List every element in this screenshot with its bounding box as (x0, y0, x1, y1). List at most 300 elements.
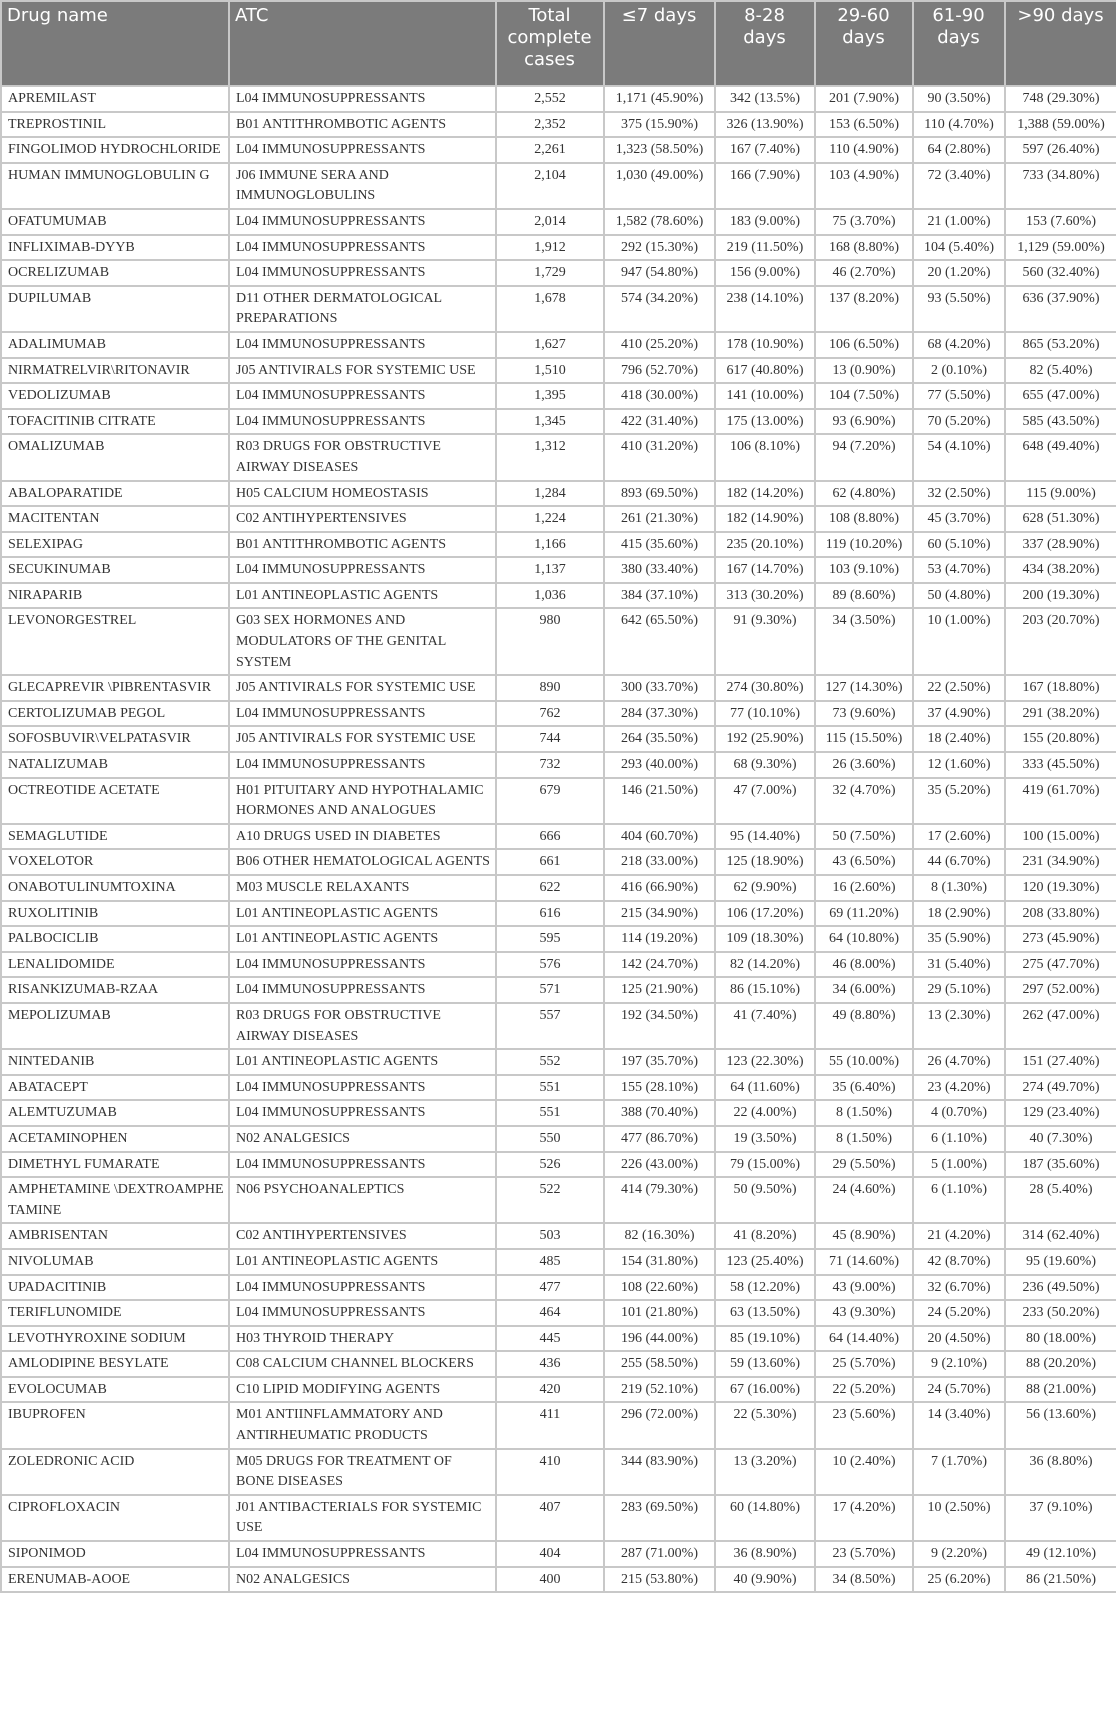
8-28-days-cell: 59 (13.60%) (715, 1351, 815, 1377)
gt-90-days-cell: 733 (34.80%) (1005, 163, 1116, 209)
total-cases-cell: 1,166 (496, 532, 604, 558)
drug-name-cell: ACETAMINOPHEN (1, 1126, 229, 1152)
total-cases-cell: 762 (496, 701, 604, 727)
total-cases-cell: 1,036 (496, 583, 604, 609)
le-7-days-cell: 82 (16.30%) (604, 1223, 715, 1249)
drug-name-cell: CERTOLIZUMAB PEGOL (1, 701, 229, 727)
le-7-days-cell: 404 (60.70%) (604, 824, 715, 850)
drug-name-cell: AMLODIPINE BESYLATE (1, 1351, 229, 1377)
atc-cell: J05 ANTIVIRALS FOR SYSTEMIC USE (229, 358, 496, 384)
61-90-days-cell: 64 (2.80%) (913, 137, 1005, 163)
gt-90-days-cell: 203 (20.70%) (1005, 608, 1116, 675)
atc-cell: L04 IMMUNOSUPPRESSANTS (229, 952, 496, 978)
le-7-days-cell: 218 (33.00%) (604, 849, 715, 875)
le-7-days-cell: 192 (34.50%) (604, 1003, 715, 1049)
atc-cell: L04 IMMUNOSUPPRESSANTS (229, 332, 496, 358)
drug-name-cell: ABATACEPT (1, 1075, 229, 1101)
atc-cell: B01 ANTITHROMBOTIC AGENTS (229, 532, 496, 558)
61-90-days-cell: 77 (5.50%) (913, 383, 1005, 409)
total-cases-cell: 980 (496, 608, 604, 675)
29-60-days-cell: 201 (7.90%) (815, 86, 913, 112)
gt-90-days-cell: 40 (7.30%) (1005, 1126, 1116, 1152)
le-7-days-cell: 142 (24.70%) (604, 952, 715, 978)
gt-90-days-cell: 208 (33.80%) (1005, 901, 1116, 927)
total-cases-cell: 679 (496, 778, 604, 824)
drug-name-cell: NINTEDANIB (1, 1049, 229, 1075)
61-90-days-cell: 12 (1.60%) (913, 752, 1005, 778)
header-row (1, 1, 1116, 86)
29-60-days-cell: 50 (7.50%) (815, 824, 913, 850)
atc-cell: L04 IMMUNOSUPPRESSANTS (229, 701, 496, 727)
29-60-days-cell: 22 (5.20%) (815, 1377, 913, 1403)
table-row (1, 481, 1116, 507)
atc-cell: D11 OTHER DERMATOLOGICAL PREPARATIONS (229, 286, 496, 332)
8-28-days-cell: 167 (14.70%) (715, 557, 815, 583)
gt-90-days-cell: 80 (18.00%) (1005, 1326, 1116, 1352)
le-7-days-cell: 380 (33.40%) (604, 557, 715, 583)
8-28-days-cell: 123 (25.40%) (715, 1249, 815, 1275)
table-row (1, 608, 1116, 675)
table-row (1, 506, 1116, 532)
29-60-days-cell: 153 (6.50%) (815, 112, 913, 138)
gt-90-days-cell: 333 (45.50%) (1005, 752, 1116, 778)
table-row (1, 409, 1116, 435)
table-row (1, 977, 1116, 1003)
table-row (1, 434, 1116, 480)
8-28-days-cell: 156 (9.00%) (715, 260, 815, 286)
29-60-days-cell: 62 (4.80%) (815, 481, 913, 507)
le-7-days-cell: 197 (35.70%) (604, 1049, 715, 1075)
8-28-days-cell: 106 (8.10%) (715, 434, 815, 480)
29-60-days-cell: 23 (5.60%) (815, 1402, 913, 1448)
table-row (1, 875, 1116, 901)
table-row (1, 824, 1116, 850)
le-7-days-cell: 226 (43.00%) (604, 1152, 715, 1178)
atc-cell: B01 ANTITHROMBOTIC AGENTS (229, 112, 496, 138)
61-90-days-cell: 110 (4.70%) (913, 112, 1005, 138)
le-7-days-cell: 1,582 (78.60%) (604, 209, 715, 235)
total-cases-cell: 550 (496, 1126, 604, 1152)
total-cases-cell: 551 (496, 1075, 604, 1101)
8-28-days-cell: 41 (7.40%) (715, 1003, 815, 1049)
gt-90-days-cell: 1,388 (59.00%) (1005, 112, 1116, 138)
atc-cell: L04 IMMUNOSUPPRESSANTS (229, 383, 496, 409)
drug-name-cell: GLECAPREVIR \PIBRENTASVIR (1, 675, 229, 701)
le-7-days-cell: 300 (33.70%) (604, 675, 715, 701)
8-28-days-cell: 167 (7.40%) (715, 137, 815, 163)
table-row (1, 926, 1116, 952)
table-row (1, 332, 1116, 358)
total-cases-cell: 1,137 (496, 557, 604, 583)
8-28-days-cell: 47 (7.00%) (715, 778, 815, 824)
gt-90-days-cell: 314 (62.40%) (1005, 1223, 1116, 1249)
table-row (1, 1351, 1116, 1377)
gt-90-days-cell: 88 (21.00%) (1005, 1377, 1116, 1403)
total-cases-cell: 1,312 (496, 434, 604, 480)
29-60-days-cell: 25 (5.70%) (815, 1351, 913, 1377)
atc-cell: A10 DRUGS USED IN DIABETES (229, 824, 496, 850)
gt-90-days-cell: 231 (34.90%) (1005, 849, 1116, 875)
29-60-days-cell: 137 (8.20%) (815, 286, 913, 332)
61-90-days-cell: 42 (8.70%) (913, 1249, 1005, 1275)
atc-cell: M05 DRUGS FOR TREATMENT OF BONE DISEASES (229, 1449, 496, 1495)
29-60-days-cell: 110 (4.90%) (815, 137, 913, 163)
29-60-days-cell: 46 (8.00%) (815, 952, 913, 978)
total-cases-cell: 1,510 (496, 358, 604, 384)
table-row (1, 286, 1116, 332)
8-28-days-cell: 22 (5.30%) (715, 1402, 815, 1448)
8-28-days-cell: 141 (10.00%) (715, 383, 815, 409)
61-90-days-cell: 18 (2.90%) (913, 901, 1005, 927)
gt-90-days-cell: 129 (23.40%) (1005, 1100, 1116, 1126)
gt-90-days-cell: 86 (21.50%) (1005, 1567, 1116, 1593)
gt-90-days-cell: 262 (47.00%) (1005, 1003, 1116, 1049)
61-90-days-cell: 5 (1.00%) (913, 1152, 1005, 1178)
8-28-days-cell: 60 (14.80%) (715, 1495, 815, 1541)
atc-cell: L04 IMMUNOSUPPRESSANTS (229, 977, 496, 1003)
29-60-days-cell: 17 (4.20%) (815, 1495, 913, 1541)
gt-90-days-cell: 187 (35.60%) (1005, 1152, 1116, 1178)
total-cases-cell: 1,345 (496, 409, 604, 435)
29-60-days-cell: 71 (14.60%) (815, 1249, 913, 1275)
8-28-days-cell: 182 (14.90%) (715, 506, 815, 532)
gt-90-days-cell: 585 (43.50%) (1005, 409, 1116, 435)
table-row (1, 1449, 1116, 1495)
drug-name-cell: FINGOLIMOD HYDROCHLORIDE (1, 137, 229, 163)
table-row (1, 952, 1116, 978)
total-cases-cell: 557 (496, 1003, 604, 1049)
atc-cell: C02 ANTIHYPERTENSIVES (229, 506, 496, 532)
le-7-days-cell: 264 (35.50%) (604, 726, 715, 752)
29-60-days-cell: 115 (15.50%) (815, 726, 913, 752)
drug-name-cell: UPADACITINIB (1, 1275, 229, 1301)
29-60-days-cell: 103 (4.90%) (815, 163, 913, 209)
total-cases-cell: 2,552 (496, 86, 604, 112)
61-90-days-cell: 21 (1.00%) (913, 209, 1005, 235)
29-60-days-cell: 34 (8.50%) (815, 1567, 913, 1593)
atc-cell: N06 PSYCHOANALEPTICS (229, 1177, 496, 1223)
gt-90-days-cell: 291 (38.20%) (1005, 701, 1116, 727)
le-7-days-cell: 125 (21.90%) (604, 977, 715, 1003)
total-cases-cell: 1,729 (496, 260, 604, 286)
table-row (1, 532, 1116, 558)
61-90-days-cell: 32 (2.50%) (913, 481, 1005, 507)
le-7-days-cell: 1,323 (58.50%) (604, 137, 715, 163)
8-28-days-cell: 85 (19.10%) (715, 1326, 815, 1352)
total-cases-cell: 552 (496, 1049, 604, 1075)
61-90-days-cell: 24 (5.20%) (913, 1300, 1005, 1326)
61-90-days-cell: 68 (4.20%) (913, 332, 1005, 358)
gt-90-days-cell: 151 (27.40%) (1005, 1049, 1116, 1075)
header-29-60-days: 29-60 days (815, 1, 913, 86)
atc-cell: N02 ANALGESICS (229, 1126, 496, 1152)
atc-cell: L01 ANTINEOPLASTIC AGENTS (229, 1049, 496, 1075)
8-28-days-cell: 178 (10.90%) (715, 332, 815, 358)
gt-90-days-cell: 748 (29.30%) (1005, 86, 1116, 112)
atc-cell: H03 THYROID THERAPY (229, 1326, 496, 1352)
total-cases-cell: 616 (496, 901, 604, 927)
table-row (1, 1152, 1116, 1178)
drug-name-cell: SELEXIPAG (1, 532, 229, 558)
table-row (1, 1003, 1116, 1049)
header-atc: ATC (229, 1, 496, 86)
header-drug-name: Drug name (1, 1, 229, 86)
8-28-days-cell: 62 (9.90%) (715, 875, 815, 901)
le-7-days-cell: 215 (34.90%) (604, 901, 715, 927)
le-7-days-cell: 114 (19.20%) (604, 926, 715, 952)
8-28-days-cell: 219 (11.50%) (715, 235, 815, 261)
total-cases-cell: 1,395 (496, 383, 604, 409)
le-7-days-cell: 287 (71.00%) (604, 1541, 715, 1567)
61-90-days-cell: 90 (3.50%) (913, 86, 1005, 112)
gt-90-days-cell: 88 (20.20%) (1005, 1351, 1116, 1377)
atc-cell: J05 ANTIVIRALS FOR SYSTEMIC USE (229, 726, 496, 752)
gt-90-days-cell: 56 (13.60%) (1005, 1402, 1116, 1448)
gt-90-days-cell: 120 (19.30%) (1005, 875, 1116, 901)
atc-cell: J01 ANTIBACTERIALS FOR SYSTEMIC USE (229, 1495, 496, 1541)
atc-cell: L04 IMMUNOSUPPRESSANTS (229, 409, 496, 435)
61-90-days-cell: 25 (6.20%) (913, 1567, 1005, 1593)
le-7-days-cell: 155 (28.10%) (604, 1075, 715, 1101)
atc-cell: L04 IMMUNOSUPPRESSANTS (229, 1152, 496, 1178)
table-row (1, 163, 1116, 209)
8-28-days-cell: 95 (14.40%) (715, 824, 815, 850)
61-90-days-cell: 9 (2.10%) (913, 1351, 1005, 1377)
gt-90-days-cell: 1,129 (59.00%) (1005, 235, 1116, 261)
table-row (1, 260, 1116, 286)
drug-name-cell: OMALIZUMAB (1, 434, 229, 480)
atc-cell: H05 CALCIUM HOMEOSTASIS (229, 481, 496, 507)
gt-90-days-cell: 434 (38.20%) (1005, 557, 1116, 583)
8-28-days-cell: 238 (14.10%) (715, 286, 815, 332)
table-row (1, 557, 1116, 583)
29-60-days-cell: 103 (9.10%) (815, 557, 913, 583)
atc-cell: L04 IMMUNOSUPPRESSANTS (229, 137, 496, 163)
gt-90-days-cell: 100 (15.00%) (1005, 824, 1116, 850)
drug-name-cell: ADALIMUMAB (1, 332, 229, 358)
8-28-days-cell: 64 (11.60%) (715, 1075, 815, 1101)
total-cases-cell: 551 (496, 1100, 604, 1126)
drug-name-cell: APREMILAST (1, 86, 229, 112)
drug-name-cell: HUMAN IMMUNOGLOBULIN G (1, 163, 229, 209)
8-28-days-cell: 22 (4.00%) (715, 1100, 815, 1126)
29-60-days-cell: 35 (6.40%) (815, 1075, 913, 1101)
29-60-days-cell: 104 (7.50%) (815, 383, 913, 409)
le-7-days-cell: 388 (70.40%) (604, 1100, 715, 1126)
8-28-days-cell: 13 (3.20%) (715, 1449, 815, 1495)
61-90-days-cell: 23 (4.20%) (913, 1075, 1005, 1101)
atc-cell: J05 ANTIVIRALS FOR SYSTEMIC USE (229, 675, 496, 701)
gt-90-days-cell: 82 (5.40%) (1005, 358, 1116, 384)
drug-name-cell: VEDOLIZUMAB (1, 383, 229, 409)
drug-name-cell: ALEMTUZUMAB (1, 1100, 229, 1126)
table-row (1, 112, 1116, 138)
total-cases-cell: 666 (496, 824, 604, 850)
61-90-days-cell: 10 (2.50%) (913, 1495, 1005, 1541)
table-row (1, 701, 1116, 727)
le-7-days-cell: 384 (37.10%) (604, 583, 715, 609)
total-cases-cell: 445 (496, 1326, 604, 1352)
8-28-days-cell: 109 (18.30%) (715, 926, 815, 952)
total-cases-cell: 890 (496, 675, 604, 701)
total-cases-cell: 407 (496, 1495, 604, 1541)
table-body (1, 86, 1116, 1592)
29-60-days-cell: 106 (6.50%) (815, 332, 913, 358)
total-cases-cell: 485 (496, 1249, 604, 1275)
table-row (1, 1223, 1116, 1249)
total-cases-cell: 464 (496, 1300, 604, 1326)
drug-name-cell: TREPROSTINIL (1, 112, 229, 138)
61-90-days-cell: 26 (4.70%) (913, 1049, 1005, 1075)
atc-cell: L04 IMMUNOSUPPRESSANTS (229, 235, 496, 261)
8-28-days-cell: 175 (13.00%) (715, 409, 815, 435)
le-7-days-cell: 215 (53.80%) (604, 1567, 715, 1593)
le-7-days-cell: 219 (52.10%) (604, 1377, 715, 1403)
drug-name-cell: ERENUMAB-AOOE (1, 1567, 229, 1593)
table-row (1, 675, 1116, 701)
atc-cell: R03 DRUGS FOR OBSTRUCTIVE AIRWAY DISEASES (229, 434, 496, 480)
29-60-days-cell: 29 (5.50%) (815, 1152, 913, 1178)
29-60-days-cell: 119 (10.20%) (815, 532, 913, 558)
gt-90-days-cell: 648 (49.40%) (1005, 434, 1116, 480)
drug-name-cell: TERIFLUNOMIDE (1, 1300, 229, 1326)
table-row (1, 209, 1116, 235)
gt-90-days-cell: 297 (52.00%) (1005, 977, 1116, 1003)
61-90-days-cell: 35 (5.20%) (913, 778, 1005, 824)
8-28-days-cell: 106 (17.20%) (715, 901, 815, 927)
total-cases-cell: 411 (496, 1402, 604, 1448)
le-7-days-cell: 261 (21.30%) (604, 506, 715, 532)
le-7-days-cell: 101 (21.80%) (604, 1300, 715, 1326)
29-60-days-cell: 89 (8.60%) (815, 583, 913, 609)
drug-name-cell: ABALOPARATIDE (1, 481, 229, 507)
drug-name-cell: IBUPROFEN (1, 1402, 229, 1448)
drug-name-cell: MACITENTAN (1, 506, 229, 532)
29-60-days-cell: 26 (3.60%) (815, 752, 913, 778)
atc-cell: L04 IMMUNOSUPPRESSANTS (229, 209, 496, 235)
drug-name-cell: ZOLEDRONIC ACID (1, 1449, 229, 1495)
8-28-days-cell: 125 (18.90%) (715, 849, 815, 875)
61-90-days-cell: 20 (1.20%) (913, 260, 1005, 286)
gt-90-days-cell: 597 (26.40%) (1005, 137, 1116, 163)
61-90-days-cell: 18 (2.40%) (913, 726, 1005, 752)
drug-name-cell: DIMETHYL FUMARATE (1, 1152, 229, 1178)
total-cases-cell: 436 (496, 1351, 604, 1377)
61-90-days-cell: 24 (5.70%) (913, 1377, 1005, 1403)
61-90-days-cell: 50 (4.80%) (913, 583, 1005, 609)
drug-name-cell: OFATUMUMAB (1, 209, 229, 235)
29-60-days-cell: 45 (8.90%) (815, 1223, 913, 1249)
atc-cell: J06 IMMUNE SERA AND IMMUNOGLOBULINS (229, 163, 496, 209)
atc-cell: L01 ANTINEOPLASTIC AGENTS (229, 926, 496, 952)
8-28-days-cell: 67 (16.00%) (715, 1377, 815, 1403)
61-90-days-cell: 70 (5.20%) (913, 409, 1005, 435)
29-60-days-cell: 108 (8.80%) (815, 506, 913, 532)
61-90-days-cell: 7 (1.70%) (913, 1449, 1005, 1495)
61-90-days-cell: 54 (4.10%) (913, 434, 1005, 480)
le-7-days-cell: 1,171 (45.90%) (604, 86, 715, 112)
8-28-days-cell: 86 (15.10%) (715, 977, 815, 1003)
total-cases-cell: 477 (496, 1275, 604, 1301)
le-7-days-cell: 255 (58.50%) (604, 1351, 715, 1377)
29-60-days-cell: 8 (1.50%) (815, 1126, 913, 1152)
header-61-90-days: 61-90 days (913, 1, 1005, 86)
gt-90-days-cell: 200 (19.30%) (1005, 583, 1116, 609)
29-60-days-cell: 49 (8.80%) (815, 1003, 913, 1049)
drug-name-cell: NATALIZUMAB (1, 752, 229, 778)
table-row (1, 1275, 1116, 1301)
29-60-days-cell: 10 (2.40%) (815, 1449, 913, 1495)
le-7-days-cell: 410 (25.20%) (604, 332, 715, 358)
gt-90-days-cell: 275 (47.70%) (1005, 952, 1116, 978)
table-row (1, 849, 1116, 875)
29-60-days-cell: 94 (7.20%) (815, 434, 913, 480)
29-60-days-cell: 8 (1.50%) (815, 1100, 913, 1126)
drug-name-cell: NIRAPARIB (1, 583, 229, 609)
atc-cell: M03 MUSCLE RELAXANTS (229, 875, 496, 901)
drug-name-cell: NIRMATRELVIR\RITONAVIR (1, 358, 229, 384)
61-90-days-cell: 13 (2.30%) (913, 1003, 1005, 1049)
29-60-days-cell: 75 (3.70%) (815, 209, 913, 235)
drug-name-cell: NIVOLUMAB (1, 1249, 229, 1275)
le-7-days-cell: 418 (30.00%) (604, 383, 715, 409)
8-28-days-cell: 123 (22.30%) (715, 1049, 815, 1075)
atc-cell: L04 IMMUNOSUPPRESSANTS (229, 1275, 496, 1301)
table-row (1, 1049, 1116, 1075)
gt-90-days-cell: 337 (28.90%) (1005, 532, 1116, 558)
8-28-days-cell: 50 (9.50%) (715, 1177, 815, 1223)
gt-90-days-cell: 560 (32.40%) (1005, 260, 1116, 286)
le-7-days-cell: 344 (83.90%) (604, 1449, 715, 1495)
61-90-days-cell: 93 (5.50%) (913, 286, 1005, 332)
atc-cell: L04 IMMUNOSUPPRESSANTS (229, 752, 496, 778)
total-cases-cell: 1,627 (496, 332, 604, 358)
gt-90-days-cell: 655 (47.00%) (1005, 383, 1116, 409)
8-28-days-cell: 182 (14.20%) (715, 481, 815, 507)
header-gt-90-days: >90 days (1005, 1, 1116, 86)
drug-name-cell: SECUKINUMAB (1, 557, 229, 583)
table-row (1, 235, 1116, 261)
total-cases-cell: 2,352 (496, 112, 604, 138)
header-8-28-days: 8-28 days (715, 1, 815, 86)
29-60-days-cell: 127 (14.30%) (815, 675, 913, 701)
total-cases-cell: 2,261 (496, 137, 604, 163)
table-row (1, 1300, 1116, 1326)
drug-name-cell: AMPHETAMINE \DEXTROAMPHETAMINE (1, 1177, 229, 1223)
gt-90-days-cell: 274 (49.70%) (1005, 1075, 1116, 1101)
gt-90-days-cell: 155 (20.80%) (1005, 726, 1116, 752)
61-90-days-cell: 14 (3.40%) (913, 1402, 1005, 1448)
61-90-days-cell: 44 (6.70%) (913, 849, 1005, 875)
total-cases-cell: 420 (496, 1377, 604, 1403)
le-7-days-cell: 283 (69.50%) (604, 1495, 715, 1541)
le-7-days-cell: 1,030 (49.00%) (604, 163, 715, 209)
8-28-days-cell: 342 (13.5%) (715, 86, 815, 112)
table-row (1, 752, 1116, 778)
total-cases-cell: 1,224 (496, 506, 604, 532)
gt-90-days-cell: 28 (5.40%) (1005, 1177, 1116, 1223)
8-28-days-cell: 68 (9.30%) (715, 752, 815, 778)
le-7-days-cell: 414 (79.30%) (604, 1177, 715, 1223)
atc-cell: L01 ANTINEOPLASTIC AGENTS (229, 1249, 496, 1275)
61-90-days-cell: 104 (5.40%) (913, 235, 1005, 261)
drug-name-cell: SOFOSBUVIR\VELPATASVIR (1, 726, 229, 752)
29-60-days-cell: 69 (11.20%) (815, 901, 913, 927)
drug-name-cell: SIPONIMOD (1, 1541, 229, 1567)
61-90-days-cell: 8 (1.30%) (913, 875, 1005, 901)
table-row (1, 901, 1116, 927)
drug-name-cell: MEPOLIZUMAB (1, 1003, 229, 1049)
